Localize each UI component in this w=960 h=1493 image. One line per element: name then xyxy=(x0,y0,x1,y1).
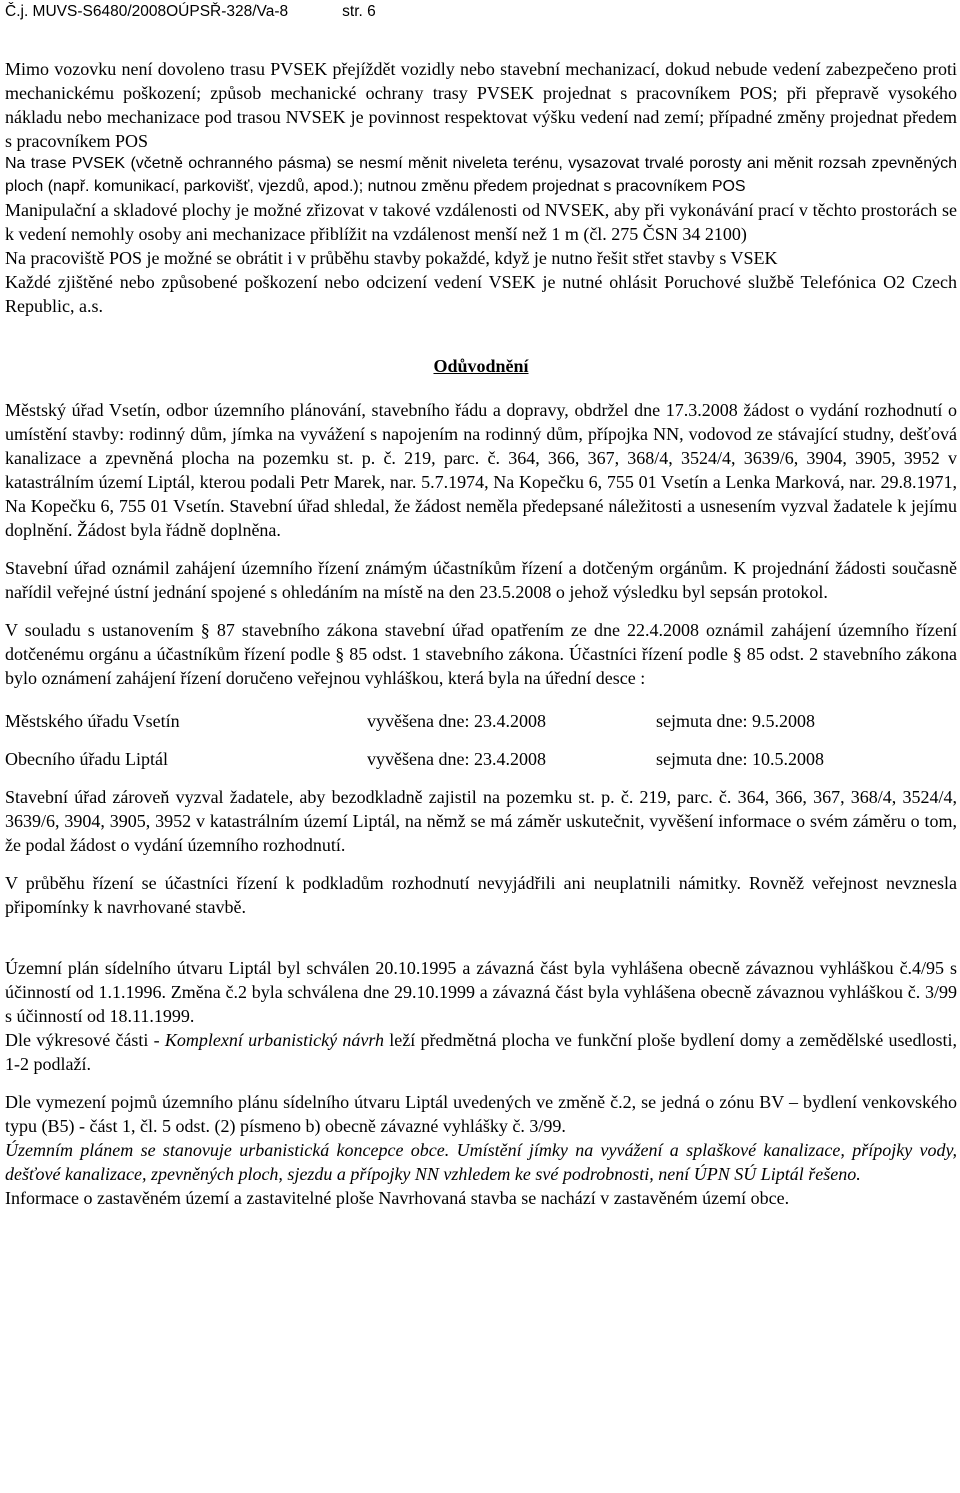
body-paragraph: Dle vymezení pojmů územního plánu sídelního útvaru Liptál uvedených ve změně č.2, se jedná o zónu BV – bydlení venkovského typu (B5) - část 1, čl. 5 odst. (2) písmeno b) obecně závazné vyhlášky č. 3/99. xyxy=(5,1092,957,1136)
condition-paragraph: Na trase PVSEK (včetně ochranného pásma) se nesmí měnit niveleta terénu, vysazovat trvalé porosty ani měnit rozsah zpevněných ploch (např. komunikací, parkovišť, vjezdů, apod.); nutnou změnu předem projednat s pracovníkem POS xyxy=(5,155,957,195)
body-paragraph: Stavební úřad oznámil zahájení územního řízení známým účastníkům řízení a dotčeným orgánům. K projednání žádosti současně nařídil veřejné ústní jednání spojené s ohledáním na místě na den 23.5.2008 o jehož výsledku byl sepsán protokol. xyxy=(5,558,957,602)
body-text: leží předmětná plocha ve funkční ploše bydlení domy a zemědělské usedlosti, 1-2 podlaží. xyxy=(5,1030,957,1074)
notice-row xyxy=(5,747,957,771)
body-paragraph: Informace o zastavěném území a zastavitelné ploše Navrhovaná stavba se nachází v zastavěném území obce. xyxy=(5,1188,790,1208)
page-header xyxy=(5,0,957,22)
condition-paragraph: Mimo vozovku není dovoleno trasu PVSEK přejíždět vozidly nebo stavební mechanizací, dokud nebude vedení zabezpečeno proti mechanickému poškození; způsob mechanické ochrany trasy PVSEK projednat s pracovníkem POS; při přepravě vysokého nákladu nebo mechanizace pod trasou NVSEK je povinnost respektovat výšku vedení nad zemí; případné změny projednat předem s pracovníkem POS xyxy=(5,59,957,151)
notice-removed: sejmuta dne: 10.5.2008 xyxy=(656,749,824,769)
body-paragraph: Územním plánem se stanovuje urbanistická koncepce obce. Umístění jímky na vyvážení a splaškové kanalizace, přípojky vody, dešťové kanalizace, zpevněných ploch, sjezdu a přípojky NN vzhledem ke své podrobnosti, není ÚPN SÚ Liptál řešeno. xyxy=(5,1140,957,1184)
notice-removed: sejmuta dne: 9.5.2008 xyxy=(656,711,815,731)
notice-table xyxy=(5,709,957,771)
condition-paragraph: Na pracoviště POS je možné se obrátit i v průběhu stavby pokaždé, když je nutno řešit střet stavby s VSEK xyxy=(5,248,778,268)
body-paragraph: Stavební úřad zároveň vyzval žadatele, aby bezodkladně zajistil na pozemku st. p. č. 219, parc. č. 364, 366, 367, 368/4, 3524/4, 3639/6, 3904, 3905, 3952 v katastrálním území Liptál, na němž se má záměr uskutečnit, vyvěšení informace o svém záměru o tom, že podal žádost o vydání územního rozhodnutí. xyxy=(5,787,957,855)
reference-number: Č.j. MUVS-S6480/2008OÚPSŘ-328/Va-8 xyxy=(5,3,289,20)
notice-posted: vyvěšena dne: 23.4.2008 xyxy=(367,711,546,731)
page-number: str. 6 xyxy=(342,3,376,20)
body-text: Dle výkresové části - xyxy=(5,1030,165,1050)
drawing-name: Komplexní urbanistický návrh xyxy=(164,1030,385,1050)
notice-posted: vyvěšena dne: 23.4.2008 xyxy=(367,749,546,769)
body-paragraph: V průběhu řízení se účastníci řízení k podkladům rozhodnutí nevyjádřili ani neuplatnili námitky. Rovněž veřejnost nevznesla připomínky k navrhované stavbě. xyxy=(5,873,957,917)
body-paragraph xyxy=(5,1028,957,1076)
body-paragraph: Městský úřad Vsetín, odbor územního plánování, stavebního řádu a dopravy, obdržel dne 17.3.2008 žádost o vydání rozhodnutí o umístění stavby: rodinný dům, jímka na vyvážení s napojením na rodinný dům, přípojka NN, vodovod ze stávající studny, dešťová kanalizace a zpevněná plocha na pozemku st. p. č. 219, parc. č. 364, 366, 367, 368/4, 3524/4, 3639/6, 3904, 3905, 3952 v katastrálním území Liptál, kterou podali Petr Marek, nar. 5.7.1974, Na Kopečku 6, 755 01 Vsetín a Lenka Marková, nar. 29.8.1971, Na Kopečku 6, 755 01 Vsetín. Stavební úřad shledal, že žádost neměla předepsané náležitosti a usnesením vyzval žadatele k jejímu doplnění. Žádost byla řádně doplněna. xyxy=(5,400,957,540)
body-paragraph: Územní plán sídelního útvaru Liptál byl schválen 20.10.1995 a závazná část byla vyhlášena obecně závaznou vyhláškou č.4/95 s účinností od 1.1.1996. Změna č.2 byla schválena dne 29.10.1999 a závazná část byla vyhlášena obecně závaznou vyhláškou č. 3/99 s účinností od 18.11.1999. xyxy=(5,958,957,1026)
body-paragraph: V souladu s ustanovením § 87 stavebního zákona stavební úřad opatřením ze dne 22.4.2008 oznámil zahájení územního řízení dotčenému orgánu a účastníkům řízení podle § 85 odst. 1 stavebního zákona. Účastníci řízení podle § 85 odst. 2 stavebního zákona bylo oznámení zahájení řízení doručeno veřejnou vyhláškou, která byla na úřední desce : xyxy=(5,620,957,688)
condition-paragraph: Manipulační a skladové plochy je možné zřizovat v takové vzdálenosti od NVSEK, aby při vykonávání prací v těchto prostorách se k vedení nemohly osoby ani mechanizace přiblížit na vzdálenost menší než 1 m (čl. 275 ČSN 34 2100) xyxy=(5,200,957,244)
notice-office: Obecního úřadu Liptál xyxy=(5,749,168,769)
section-heading: Odůvodnění xyxy=(433,356,529,376)
notice-row xyxy=(5,709,957,733)
document-page xyxy=(5,0,957,1210)
condition-paragraph: Každé zjištěné nebo způsobené poškození nebo odcizení vedení VSEK je nutné ohlásit Poruchové službě Telefónica O2 Czech Republic, a.s. xyxy=(5,272,957,316)
notice-office: Městského úřadu Vsetín xyxy=(5,711,180,731)
conditions-block xyxy=(5,57,957,318)
